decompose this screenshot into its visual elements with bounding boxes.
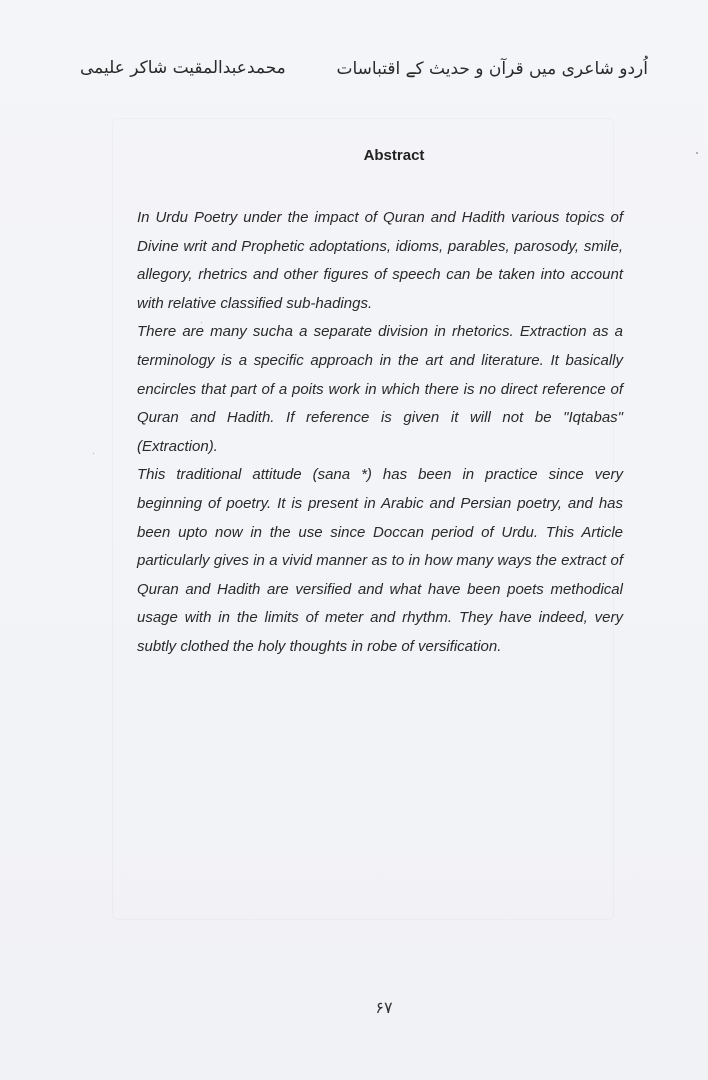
abstract-paragraph-3: This traditional attitude (sana *) has been in practice since very beginning of poetry. It is present in Arabic and Persian poetry, and has been upto now in the use since Doccan period of Urdu. This Article particularly gives in a vivid manner as to in how many ways the extract of Quran and Hadith are versified and what have been poets methodical usage with in the limits of meter and rhythm. They have indeed, very subtly clothed the holy thoughts in robe of versification.: [137, 466, 623, 655]
header-article-title: اُردو شاعری میں قرآن و حدیث کے اقتباسات: [336, 59, 648, 79]
page-number: ۶۷: [375, 998, 393, 1017]
scan-speck: [201, 322, 202, 323]
scan-speck: [696, 152, 698, 154]
abstract-paragraph-1: In Urdu Poetry under the impact of Quran and Hadith various topics of Divine writ and Prophetic adoptations, idioms, parables, parosody, smile, allegory, rhetrics and other figures of speech can be taken into account with relative classified sub-hadings.: [137, 209, 623, 312]
abstract-paragraph-2: There are many sucha a separate division in rhetorics. Extraction as a terminology is a specific approach in the art and literature. It basically encircles that part of a poits work in which there is no direct reference of Quran and Hadith. If reference is given it will not be "Iqtabas" (Extraction).: [137, 323, 623, 455]
header-author-name: محمدعبدالمقیت شاکر علیمی: [80, 58, 286, 78]
scan-speck: [93, 453, 94, 454]
abstract-body: [137, 204, 623, 662]
abstract-title: Abstract: [363, 147, 425, 164]
